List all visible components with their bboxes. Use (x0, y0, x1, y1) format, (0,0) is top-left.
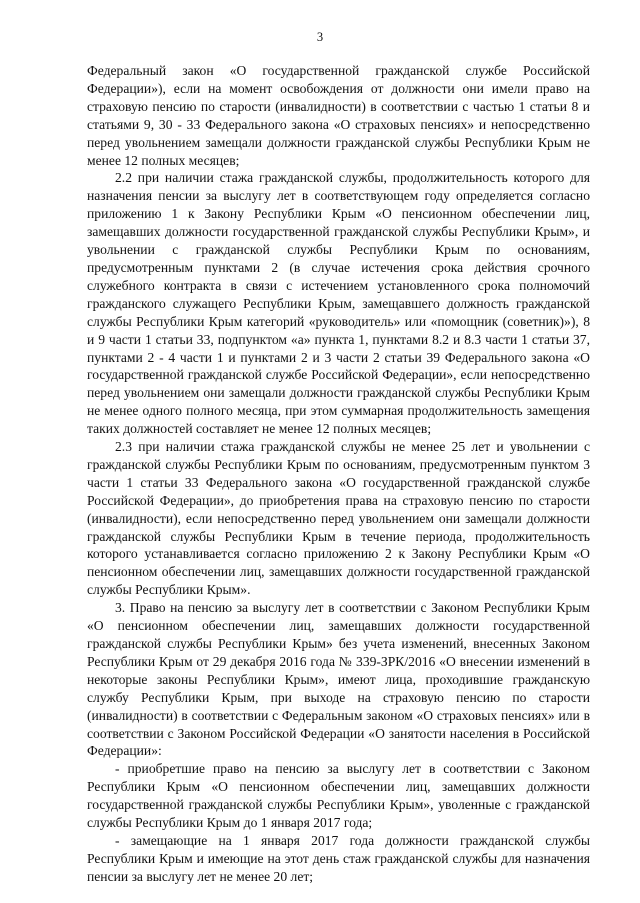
paragraph-3: 3. Право на пенсию за выслугу лет в соответствии с Законом Республики Крым «О пенсионном обеспечении лиц, замещавших должности государственной гражданской службы Республики Крым» без учета изменений, внесенных Законом Республики Крым от 29 декабря 2016 года № 339-ЗРК/2016 «О внесении изменений в некоторые законы Республики Крым», имеют лица, проходившие гражданскую службу Республики Крым, при выходе на страховую пенсию по старости (инвалидности) в соответствии с Федеральным законом «О страховых пенсиях» или в соответствии с Законом Российской Федерации «О занятости населения в Российской Федерации»: (87, 600, 590, 759)
paragraph-2-2: 2.2 при наличии стажа гражданской службы, продолжительность которого для назначения пенсии за выслугу лет в соответствующем году определяется согласно приложению 1 к Закону Республики Крым «О пенсионном обеспечении лиц, замещавших должности государственной гражданской службы Республики Крым», и увольнении с гражданской службы Республики Крым по основаниям, предусмотренным пунктами 2 (в случае истечения срока действия срочного служебного контракта в связи с истечением установленного срока полномочий гражданского служащего Республики Крым, замещавшего должность гражданской службы Республики Крым категорий «руководитель» или «помощник (советник)»), 8 и 9 части 1 статьи 33, подпунктом «а» пункта 1, пунктами 8.2 и 8.3 части 1 статьи 37, пунктами 2 - 4 части 1 и пунктами 2 и 3 части 2 статьи 39 Федерального закона «О государственной гражданской службе Российской Федерации», если непосредственно перед увольнением они замещали должности гражданской службы Республики Крым не менее одного полного месяца, при этом суммарная продолжительность замещения таких должностей составляет не менее 12 полных месяцев; (87, 170, 590, 437)
list-item-serving-on-2017: - замещающие на 1 января 2017 года должности гражданской службы Республики Крым и имеющие на этот день стаж гражданской службы для назначения пенсии за выслугу лет не менее 20 лет; (87, 832, 590, 884)
paragraph-2-3: 2.3 при наличии стажа гражданской службы не менее 25 лет и увольнении с гражданской службы Республики Крым по основаниям, предусмотренным пунктом 3 части 1 статьи 33 Федерального закона «О государственной гражданской службе Российской Федерации», до приобретения права на страховую пенсию по старости (инвалидности), если непосредственно перед увольнением они замещали должности гражданской службы Республики Крым в течение периода, продолжительность которого устанавливается согласно приложению 2 к Закону Республики Крым «О пенсионном обеспечении лиц, замещавших должности государственной гражданской службы Республики Крым». (87, 439, 590, 598)
page-number: 3 (316, 30, 324, 44)
document-body (87, 62, 590, 886)
list-item-dismissed-before-2017: - приобретшие право на пенсию за выслугу лет в соответствии с Законом Республики Крым «О пенсионном обеспечении лиц, замещавших должности государственной гражданской службы Республики Крым», уволенные с гражданской службы Республики Крым до 1 января 2017 года; (87, 761, 590, 831)
paragraph-continuation: Федеральный закон «О государственной гражданской службе Российской Федерации»), если на момент освобождения от должности они имели право на страховую пенсию по старости (инвалидности) в соответствии с частью 1 статьи 8 и статьями 9, 30 - 33 Федерального закона «О страховых пенсиях» и непосредственно перед увольнением замещали должности гражданской службы Республики Крым не менее 12 полных месяцев; (87, 63, 590, 168)
